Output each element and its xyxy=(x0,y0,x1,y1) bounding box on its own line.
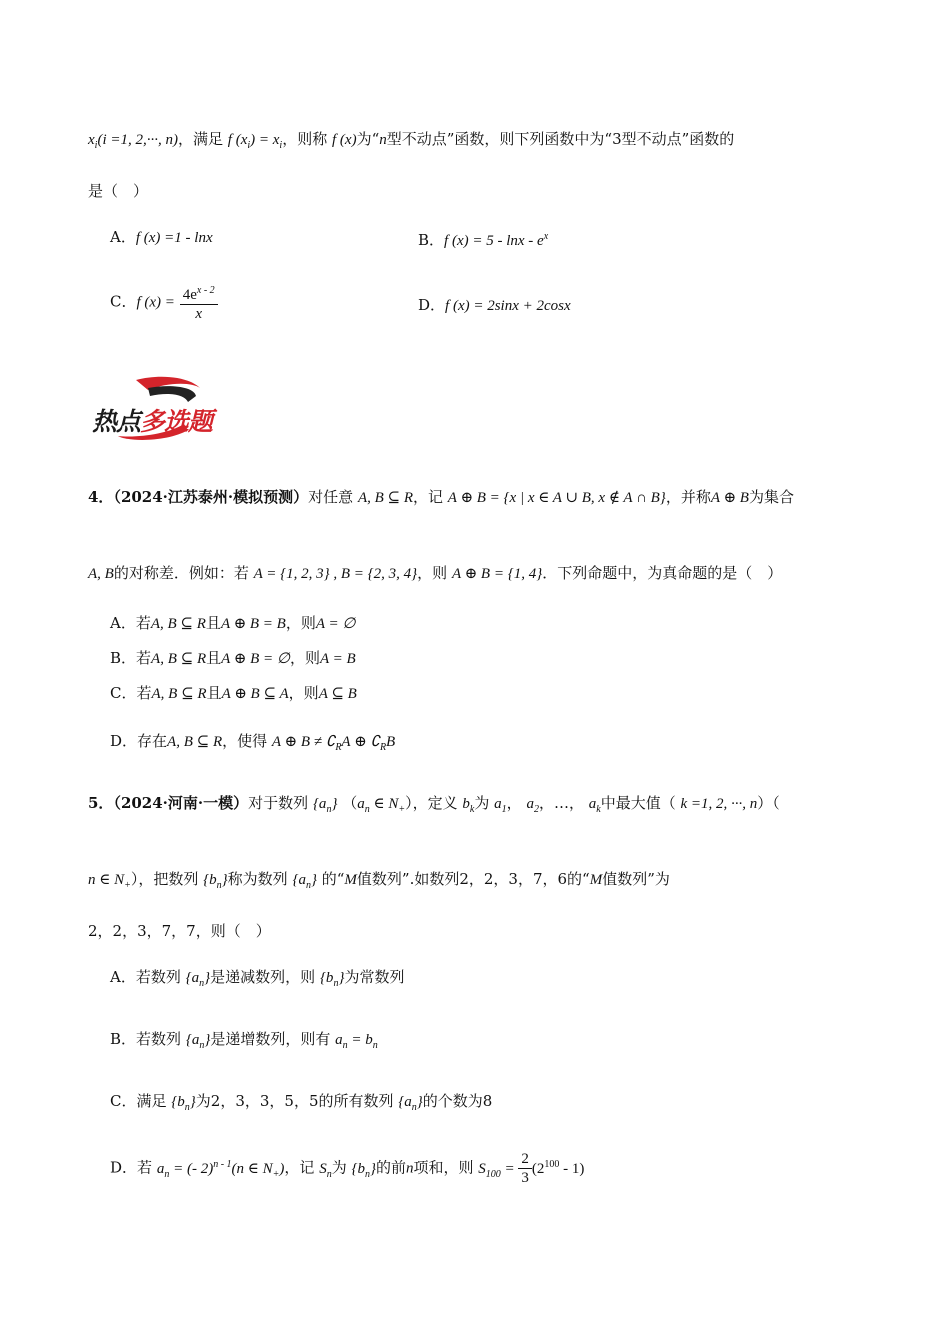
math-expr: A, B ⊆ R xyxy=(150,616,206,632)
math-expr: A ⊕ $B \ne ∁_RA$ ⊕ $∁_RB$ xyxy=(271,734,396,753)
math-expr: $\{a_n\}$ xyxy=(312,796,338,815)
text: ，则称 xyxy=(282,130,328,148)
q5-option-b[interactable]: B．若数列 $\{a_n\}$是递增数列，则有 $a_n = b_n$ xyxy=(110,1030,378,1051)
q3-line2: 是（ ） xyxy=(88,182,149,200)
text: 为“ xyxy=(356,130,380,148)
math-expr: $\{a_n\}$ xyxy=(398,1094,423,1113)
math-fx: f (x) xyxy=(332,132,357,148)
math-expr: $a_2$ xyxy=(526,796,539,815)
math-expr: A = B xyxy=(319,651,356,667)
math-expr: $\{a_n\}$ xyxy=(185,970,211,989)
math-fraction: $\frac{4e^{x - 2}}{x}$ xyxy=(180,282,218,323)
q4-option-a[interactable]: A．若A, B ⊆ R且A ⊕ B = B，则A = ∅ xyxy=(110,614,356,632)
option-label: D． xyxy=(418,296,446,314)
math-expr: A, B ⊆ R xyxy=(151,686,207,702)
option-label: A． xyxy=(110,968,136,986)
math-expr: A, B ⊆ R xyxy=(357,490,413,506)
math-expr: $(2^{100} - 1)$ xyxy=(531,1158,585,1177)
math-expr: $a_n$ ∈ $N_+$ xyxy=(357,796,406,815)
q5-line3: 2，2，3，7，7，则（ ） xyxy=(88,922,271,940)
math-expr: n ∈ $N_+$ xyxy=(88,872,131,891)
math-fxi: f $(x_i) = x_i$ xyxy=(227,132,283,151)
math-expr: $a_1$ xyxy=(494,796,507,815)
math-expr: A ⊕ B xyxy=(710,490,749,506)
option-label: D． xyxy=(110,1158,138,1177)
q4-option-d[interactable]: D．存在A, B ⊆ R，使得 A ⊕ $B \ne ∁_RA$ ⊕ $∁_RB$ xyxy=(110,732,396,753)
math-n: n xyxy=(379,132,387,148)
math-expr: $a_n = b_n$ xyxy=(335,1032,378,1051)
option-label: C． xyxy=(110,292,137,311)
hot-multi-choice-logo xyxy=(88,372,233,444)
math-expr: A ⊆ B xyxy=(318,686,357,702)
math-expr: A ⊕ B = {x | x ∈ A ∪ B, x ∉ A ∩ B} xyxy=(447,490,666,506)
math-expr: f (x) = 2sinx + 2cosx xyxy=(445,298,571,314)
math-expr: $b_k$ xyxy=(462,796,475,815)
math-expr: f $(x) = 5 - \ln x - e^x$ xyxy=(444,231,549,249)
option-label: B． xyxy=(110,649,137,667)
q5-line2: n ∈ $N_+$），把数列 $\{b_n\}$称为数列 $\{a_n\}$ 的“M值数列”.如数列2，2，3，7，6的“M值数列”为 xyxy=(88,870,670,891)
math-fraction: $\frac{2}{3}$ xyxy=(518,1150,532,1187)
q3-line1 xyxy=(88,128,734,157)
math-expr: A ⊕ B = B xyxy=(220,616,286,632)
math-expr: A, B ⊆ R xyxy=(151,651,207,667)
q4-option-b[interactable]: B．若A, B ⊆ R且A ⊕ B = ∅，则A = B xyxy=(110,649,356,667)
math-expr: $a_n$ = (- 2)$^{n - 1}$(n ∈ $N_+$) xyxy=(156,1158,285,1180)
math-expr: $\{b_n\}$ xyxy=(171,1094,196,1113)
question-source: （2024·江苏泰州·模拟预测） xyxy=(113,488,309,506)
q4-line1: 4．（2024·江苏泰州·模拟预测）对任意 A, B ⊆ R，记 A ⊕ B = {x | x ∈ A ∪ B, x ∉ A ∩ B}，并称A ⊕ B为集合 xyxy=(88,488,794,506)
q3-option-a[interactable] xyxy=(110,226,213,249)
math-expr: $\{b_n\}$ xyxy=(203,872,228,891)
q5-option-c[interactable]: C．满足 $\{b_n\}$为2，3，3，5，5的所有数列 $\{a_n\}$的个数为8 xyxy=(110,1092,493,1113)
text: 型不动点”函数，则下列函数中为“3型不动点”函数的 xyxy=(386,130,735,148)
option-label: D． xyxy=(110,732,138,750)
option-label: A． xyxy=(110,228,136,246)
math-expr: $\{b_n\}$ xyxy=(351,1160,376,1180)
q5-line1: 5．（2024·河南·一模）对于数列 $\{a_n\}$ （$a_n$ ∈ $N_+$），定义 $b_k$为 $a_1$， $a_2$，…， $a_k$中最大值（ k =1, 2, ···, n）（ xyxy=(88,794,780,815)
logo-text: 热点多选题 xyxy=(92,407,213,436)
math-expr: A ⊕ B = ∅ xyxy=(221,651,290,667)
text: ，满足 xyxy=(177,130,223,148)
math-expr: A, B xyxy=(88,566,114,582)
option-label: C． xyxy=(110,1092,137,1110)
math-expr: A = {1, 2, 3} , B = {2, 3, 4} xyxy=(253,566,418,582)
math-expr: $\{b_n\}$ xyxy=(319,970,345,989)
math-range: (i =1, 2,···, n) xyxy=(97,132,178,148)
math-xi: $x_i$ xyxy=(88,132,98,151)
math-expr: k =1, 2, ···, n xyxy=(680,796,758,812)
math-expr: A, B ⊆ R xyxy=(167,734,223,750)
math-expr: $\{a_n\}$ xyxy=(292,872,317,891)
math-expr: f (x) =1 - lnx xyxy=(135,230,213,246)
math-expr: A = ∅ xyxy=(315,616,356,632)
math-expr: $a_k$ xyxy=(588,796,601,815)
q3-option-c[interactable] xyxy=(110,282,218,323)
option-label: A． xyxy=(110,614,136,632)
math-expr: A ⊕ B = {1, 4} xyxy=(451,566,543,582)
question-number: 5． xyxy=(88,794,114,812)
q4-option-c[interactable]: C．若A, B ⊆ R且A ⊕ B ⊆ A，则A ⊆ B xyxy=(110,684,357,702)
option-label: C． xyxy=(110,684,137,702)
q3-option-d[interactable] xyxy=(418,294,571,317)
math-expr: $\{a_n\}$ xyxy=(185,1032,211,1051)
q4-line2: A, B的对称差．例如：若 A = {1, 2, 3} , B = {2, 3, 4}，则 A ⊕ B = {1, 4}．下列命题中，为真命题的是（ ） xyxy=(88,564,783,582)
math-expr: $S_{100}$ = xyxy=(478,1160,519,1180)
option-label: B． xyxy=(418,231,445,249)
question-number: 4． xyxy=(88,488,114,506)
q3-option-b[interactable] xyxy=(418,226,548,252)
math-expr: f (x) = xyxy=(136,294,175,311)
option-label: B． xyxy=(110,1030,137,1048)
question-source: （2024·河南·一模） xyxy=(113,794,249,812)
q5-option-a[interactable]: A．若数列 $\{a_n\}$是递减数列，则 $\{b_n\}$为常数列 xyxy=(110,968,405,989)
math-expr: $S_n$ xyxy=(319,1160,332,1180)
math-expr: A ⊕ B ⊆ A xyxy=(221,686,289,702)
q5-option-d[interactable]: D．若 $a_n$ = (- 2)$^{n - 1}$(n ∈ $N_+$)，记 $S_n$为 $\{b_n\}$的前n项和，则 $S_{100}$ = $\frac{2}{3}$ $(2^{100} - 1)$ xyxy=(110,1151,585,1186)
